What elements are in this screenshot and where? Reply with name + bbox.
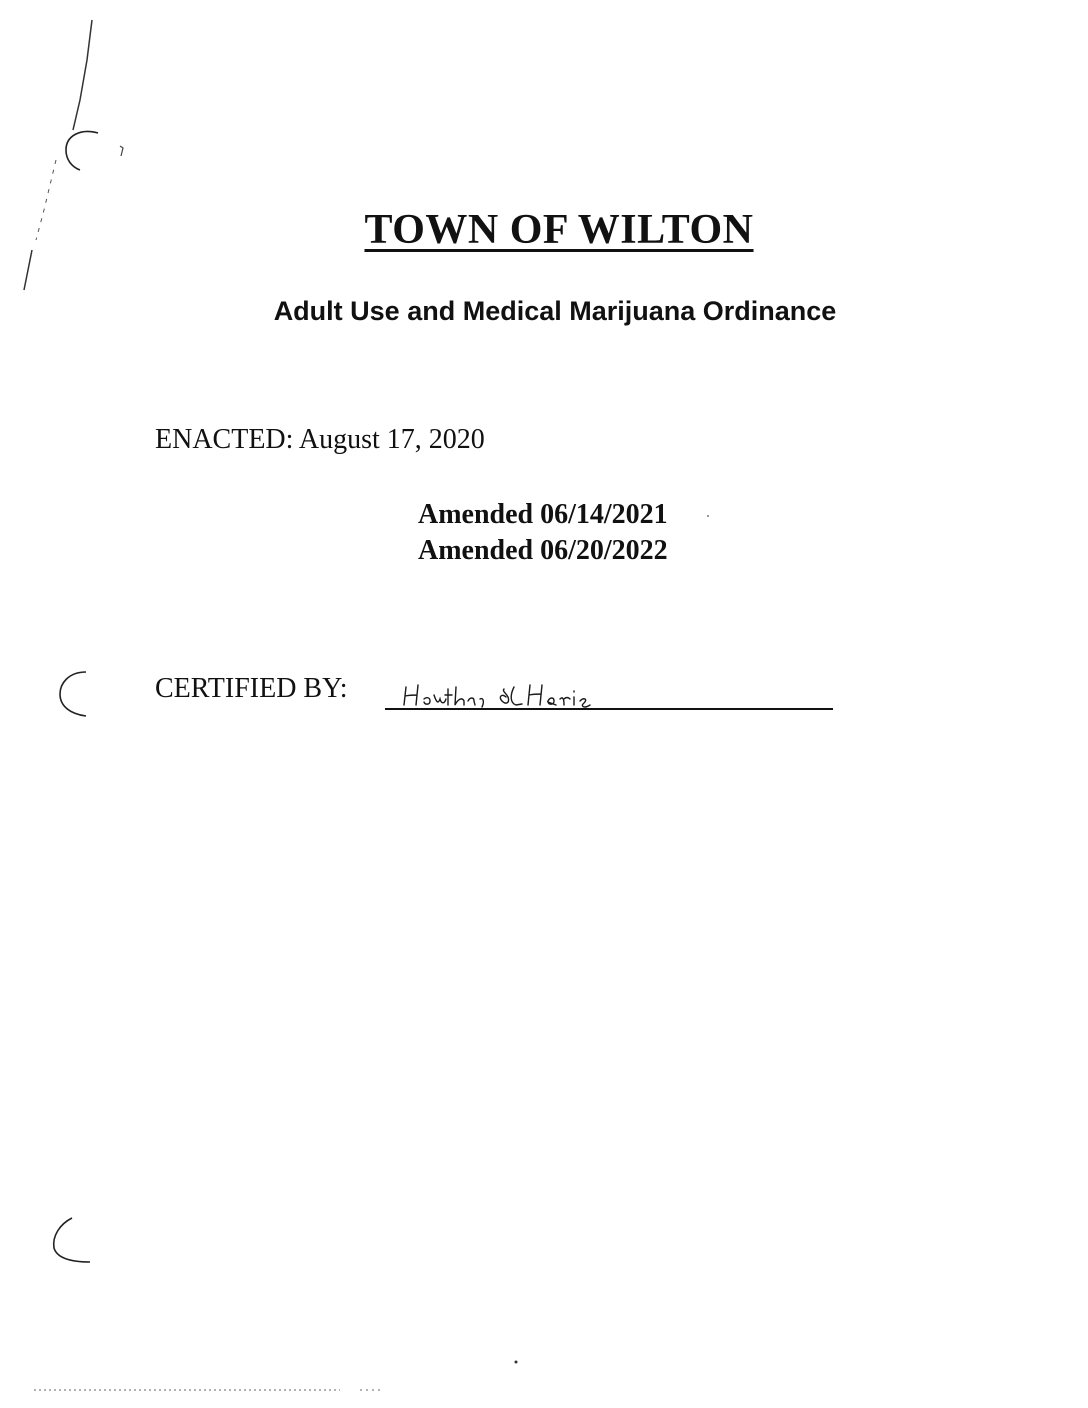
document-title: TOWN OF WILTON [364, 207, 754, 253]
amendment-list [418, 497, 668, 569]
hole-punch-arc [66, 132, 98, 170]
margin-stroke [24, 250, 32, 290]
amendment-entry: Amended 06/20/2022 [418, 535, 668, 566]
hole-punch-arc [54, 1218, 90, 1262]
document-subtitle: Adult Use and Medical Marijuana Ordinance [273, 296, 837, 326]
margin-tick [120, 146, 123, 156]
hole-punch-arc [60, 672, 86, 716]
handwritten-signature [398, 673, 638, 713]
amendment-entry: Amended 06/14/2021 [418, 499, 668, 530]
speck [515, 1361, 518, 1364]
margin-stroke [73, 20, 92, 130]
certification-block [155, 673, 835, 717]
speck [707, 515, 709, 517]
enacted-date: ENACTED: August 17, 2020 [155, 424, 485, 455]
certified-by-label: CERTIFIED BY: [155, 673, 348, 704]
